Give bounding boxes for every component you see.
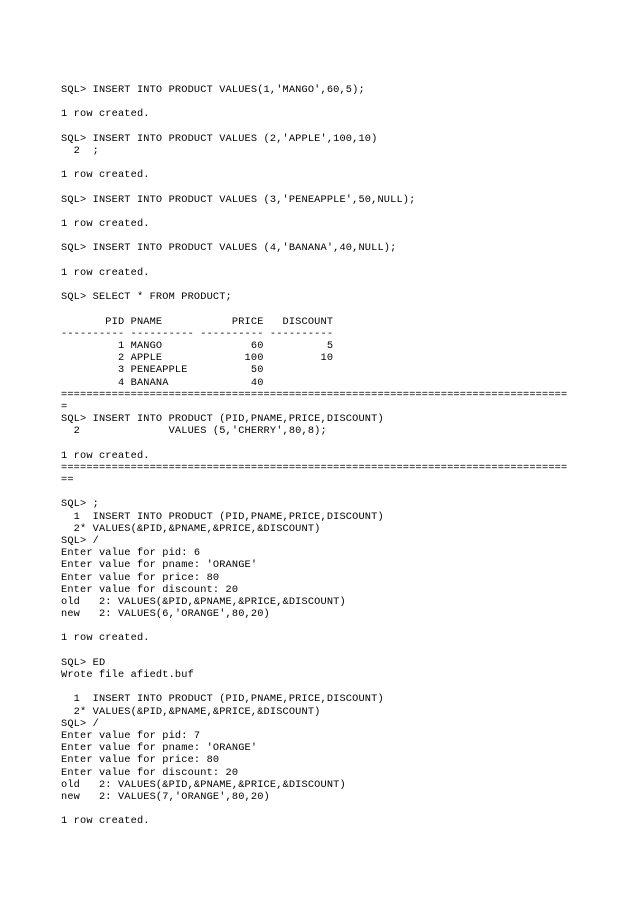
sql-prompt-line: SQL> INSERT INTO PRODUCT VALUES (2,'APPLE',100,10) <box>61 132 378 145</box>
sql-session-listing <box>61 84 601 827</box>
substitution-prompt-line: Enter value for pid: 6 <box>61 547 201 560</box>
output-line: 1 row created. <box>61 815 150 828</box>
substitution-prompt-line: Enter value for price: 80 <box>61 754 220 767</box>
separator-line: == <box>61 474 74 486</box>
blank-line <box>61 121 601 133</box>
sql-prompt-line: SQL> SELECT * FROM PRODUCT; <box>61 291 232 304</box>
blank-line <box>61 182 601 194</box>
substitution-prompt-line: Enter value for price: 80 <box>61 571 220 584</box>
output-line: 1 INSERT INTO PRODUCT (PID,PNAME,PRICE,DISCOUNT) <box>61 693 384 706</box>
output-line: 1 row created. <box>61 449 150 462</box>
blank-line <box>61 303 601 315</box>
output-line: new 2: VALUES(7,'ORANGE',80,20) <box>61 790 270 803</box>
blank-line <box>61 230 601 242</box>
blank-line <box>61 206 601 218</box>
output-line: Wrote file afiedt.buf <box>61 669 194 681</box>
blank-line <box>61 279 601 291</box>
blank-line <box>61 620 601 632</box>
separator-line: ================================================================================ <box>61 461 568 474</box>
blank-line <box>61 157 601 169</box>
output-line: 2* VALUES(&PID,&PNAME,&PRICE,&DISCOUNT) <box>61 522 321 535</box>
table-row-line: 3 PENEAPPLE 50 <box>61 364 264 377</box>
sql-prompt-line: SQL> INSERT INTO PRODUCT (PID,PNAME,PRICE,DISCOUNT) <box>61 413 384 426</box>
substitution-prompt-line: Enter value for pid: 7 <box>61 729 201 742</box>
blank-line <box>61 645 601 657</box>
blank-line <box>61 803 601 815</box>
substitution-prompt-line: Enter value for discount: 20 <box>61 766 239 779</box>
output-line: old 2: VALUES(&PID,&PNAME,&PRICE,&DISCOUNT) <box>61 778 346 791</box>
output-line: 1 row created. <box>61 218 150 231</box>
sql-prompt-line: SQL> ; <box>61 498 99 511</box>
table-header-line: PID PNAME PRICE DISCOUNT <box>61 315 334 328</box>
blank-line <box>61 255 601 267</box>
table-row-line: 1 MANGO 60 5 <box>61 339 334 352</box>
output-line: old 2: VALUES(&PID,&PNAME,&PRICE,&DISCOUNT) <box>61 595 346 608</box>
blank-line <box>61 486 601 498</box>
sql-prompt-line: SQL> INSERT INTO PRODUCT VALUES (4,'BANANA',40,NULL); <box>61 242 397 255</box>
blank-line <box>61 96 601 108</box>
substitution-prompt-line: Enter value for pname: 'ORANGE' <box>61 742 258 755</box>
substitution-prompt-line: Enter value for pname: 'ORANGE' <box>61 559 258 572</box>
table-row-line: 2 APPLE 100 10 <box>61 352 334 365</box>
output-line: new 2: VALUES(6,'ORANGE',80,20) <box>61 608 270 621</box>
separator-line: ================================================================================ <box>61 388 568 401</box>
output-line: 2* VALUES(&PID,&PNAME,&PRICE,&DISCOUNT) <box>61 705 321 718</box>
sql-prompt-line: SQL> INSERT INTO PRODUCT VALUES (3,'PENEAPPLE',50,NULL); <box>61 193 416 206</box>
output-line: 1 row created. <box>61 266 150 279</box>
output-line: 2 ; <box>61 144 99 157</box>
blank-line <box>61 437 601 449</box>
output-line: 1 row created. <box>61 108 150 121</box>
output-line: 1 row created. <box>61 632 150 645</box>
separator-line: = <box>61 400 68 413</box>
substitution-prompt-line: Enter value for discount: 20 <box>61 583 239 596</box>
table-row-line: 4 BANANA 40 <box>61 376 264 389</box>
blank-line <box>61 681 601 693</box>
sql-prompt-line: SQL> / <box>61 534 99 547</box>
sql-prompt-line: SQL> / <box>61 717 99 730</box>
sql-prompt-line: SQL> ED <box>61 656 106 669</box>
table-rule-line: ---------- ---------- ---------- ---------- <box>61 327 334 340</box>
sql-prompt-line: SQL> INSERT INTO PRODUCT VALUES(1,'MANGO',60,5); <box>61 84 365 96</box>
output-line: 1 row created. <box>61 169 150 182</box>
output-line: 1 INSERT INTO PRODUCT (PID,PNAME,PRICE,DISCOUNT) <box>61 510 384 523</box>
output-line: 2 VALUES (5,'CHERRY',80,8); <box>61 425 327 438</box>
